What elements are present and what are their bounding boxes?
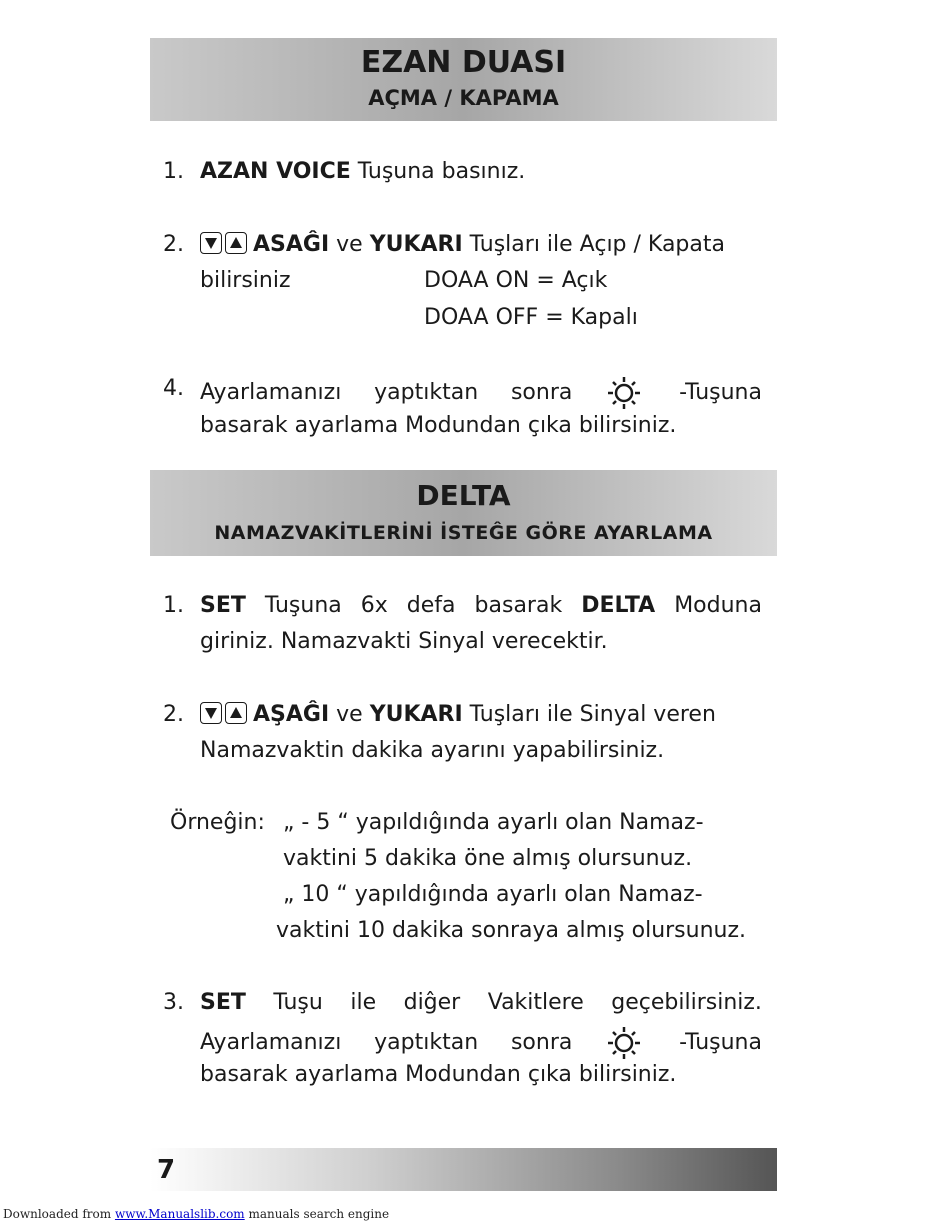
step-text-line3: basarak ayarlama Modundan çıka bilirsiniz. [200,1062,677,1087]
example-line: vaktini 10 dakika sonraya almış olursunuz. [276,918,747,943]
step-number: 2. [163,702,184,727]
doaa-on-text: DOAA ON = Açık [424,268,608,293]
step-text: Ayarlamanızı yaptıktan sonra -Tuşuna [200,376,762,410]
example-line: „ - 5 “ yapıldıĝında ayarlı olan Namaz- [283,810,704,835]
doaa-off-text: DOAA OFF = Kapalı [424,305,638,330]
sun-moon-icon [607,376,677,410]
step-text-line2: Ayarlamanızı yaptıktan sonra -Tuşuna [200,1026,762,1060]
step-text-line2: giriniz. Namazvakti Sinyal verecektir. [200,629,608,654]
key-label: AZAN VOICE [200,159,351,184]
section-subtitle: NAMAZVAKİTLERİNİ İSTEĜE GÖRE AYARLAMA [214,522,713,544]
example-label: Örneĝin: [170,810,265,835]
step-text-line2: basarak ayarlama Modundan çıka bilirsiniz. [200,413,677,438]
down-arrow-icon [200,232,222,254]
example-line: „ 10 “ yapıldıĝında ayarlı olan Namaz- [283,882,703,907]
up-arrow-icon [225,232,247,254]
sun-moon-icon [607,1026,677,1060]
step-text: AŞAĜI ve YUKARI Tuşları ile Sinyal veren [200,702,716,728]
step-text: AZAN VOICE Tuşuna basınız. [200,159,526,184]
download-notice: Downloaded from www.Manualslib.com manuals search engine [3,1207,390,1221]
step-text: ASAĜI ve YUKARI Tuşları ile Açıp / Kapata [200,232,725,258]
footer-bar [150,1148,777,1191]
manualslib-link[interactable]: www.Manualslib.com [114,1207,245,1221]
step-number: 1. [163,159,184,184]
step-text-line2: Namazvaktin dakika ayarını yapabilirsiniz. [200,738,665,763]
page-number: 7 [157,1155,176,1185]
example-line: vaktini 5 dakika öne almış olursunuz. [283,846,693,871]
step-number: 2. [163,232,184,257]
up-arrow-icon [225,702,247,724]
step-text-line2: bilirsiniz [200,268,291,293]
down-arrow-icon [200,702,222,724]
step-number: 4. [163,376,184,401]
section-banner-ezan-duasi [150,38,777,121]
section-banner-delta [150,470,777,556]
arrow-keys [200,702,247,724]
arrow-keys [200,232,247,254]
step-text: SET Tuşuna 6x defa basarak DELTA Moduna [200,593,762,618]
step-number: 1. [163,593,184,618]
step-text: SET Tuşu ile diĝer Vakitlere geçebilirsiniz. [200,990,762,1015]
section-subtitle: AÇMA / KAPAMA [368,86,559,110]
step-number: 3. [163,990,184,1015]
section-title: DELTA [416,479,511,512]
section-title: EZAN DUASI [360,45,567,80]
